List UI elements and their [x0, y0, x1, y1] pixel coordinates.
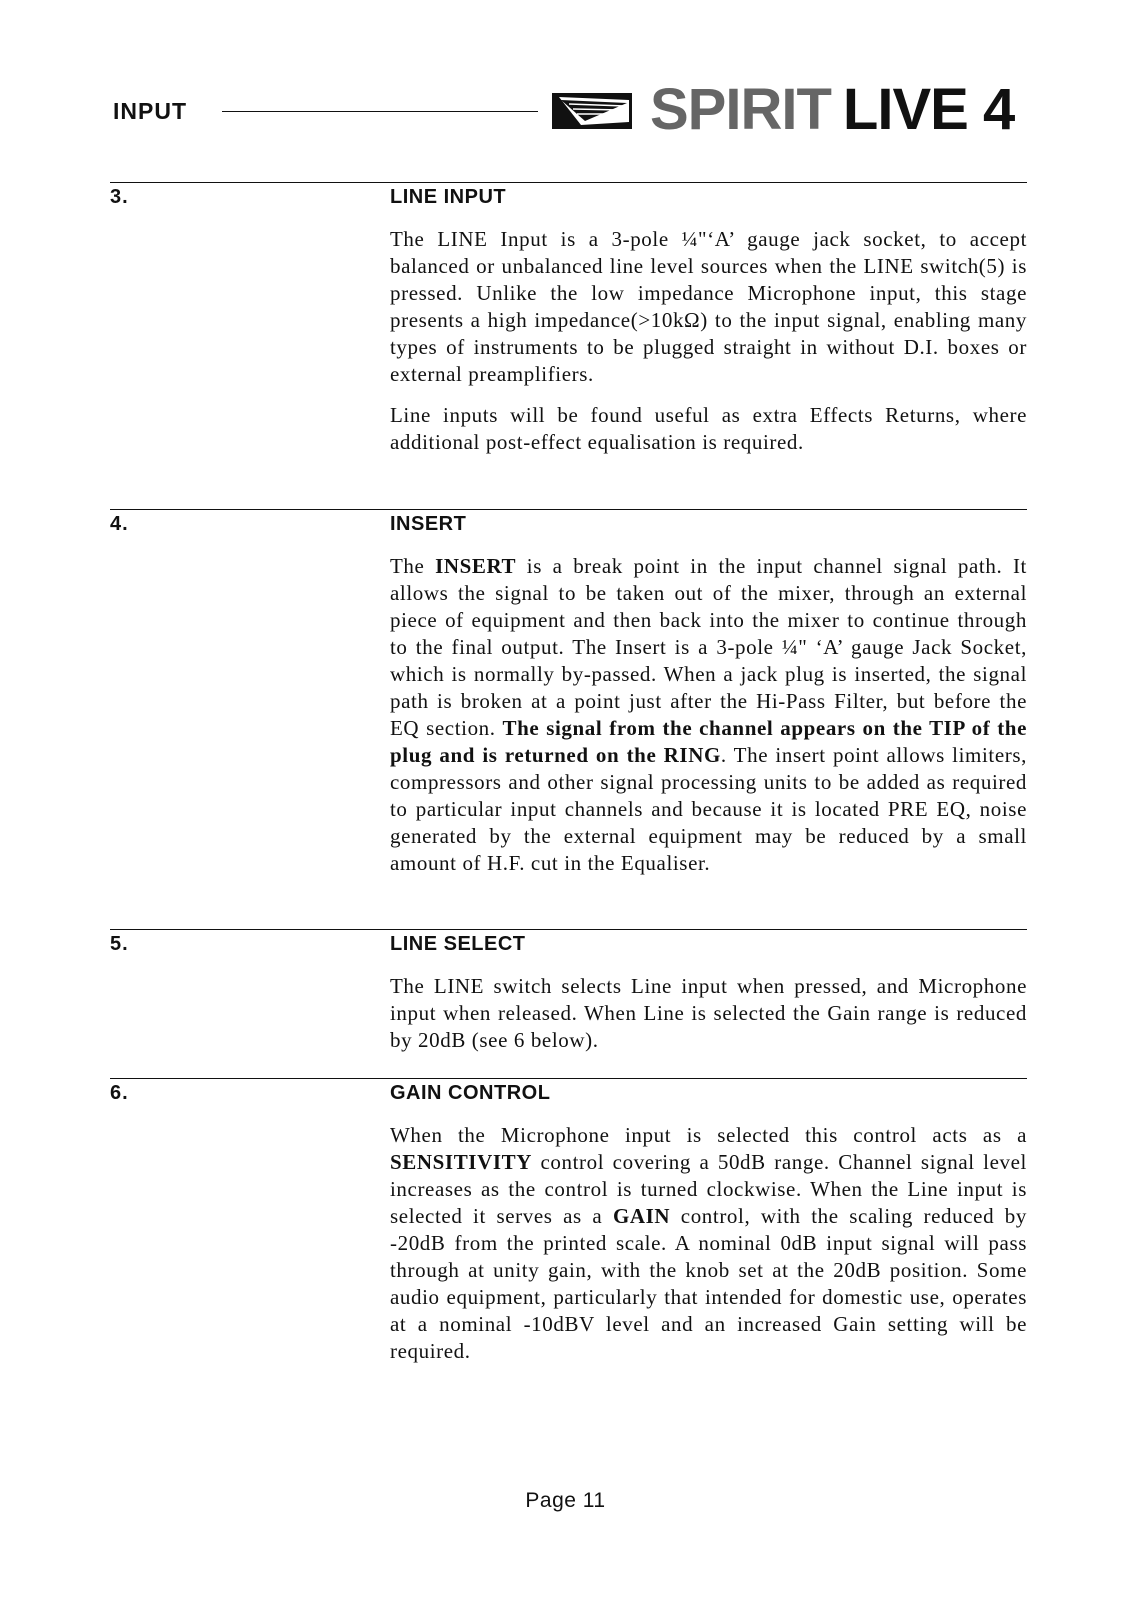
section-body: [390, 973, 1027, 1068]
section-number: 4.: [110, 513, 129, 535]
bold-term: GAIN: [612, 1204, 671, 1228]
body-paragraph: [390, 1122, 1027, 1365]
section-rule: [110, 509, 1027, 510]
body-paragraph: The LINE Input is a 3-pole ¼"‘A’ gauge jack socket, to accept balanced or unbalanced line level sources when the LINE switch(5) is pressed. Unlike the low impedance Microphone input, this stage presents a high impedance(>10kΩ) to the input signal, enabling many types of instruments to be plugged straight in without D.I. boxes or external preamplifiers.: [390, 227, 1027, 386]
section-number: 6.: [110, 1082, 129, 1104]
section-body: [390, 226, 1027, 470]
logo-brand: SPIRIT: [650, 77, 831, 142]
section-title: GAIN CONTROL: [390, 1082, 551, 1104]
text-run: . The insert point allows limiters, compressors and other signal processing units to be added as required to particular input channels and because it is located PRE EQ, noise generated by the external equipment may be reduced by a small amount of H.F. cut in the Equaliser.: [390, 743, 1027, 875]
body-paragraph: The LINE switch selects Line input when pressed, and Microphone input when released. When Line is selected the Gain range is reduced by 20dB (see 6 below).: [390, 974, 1027, 1052]
logo-model: LIVE 4: [842, 77, 1015, 142]
section-title: LINE SELECT: [390, 933, 526, 955]
section-heading: INPUT: [113, 98, 187, 124]
section-title: INSERT: [390, 513, 467, 535]
bold-term: SENSITIVITY: [390, 1150, 532, 1174]
section-rule: [110, 929, 1027, 930]
section-rule: [110, 182, 1027, 183]
text-run: control covering a 50dB range. Channel signal level increases as the control is turned clockwise. When the Line input is selected it serves as a: [390, 1150, 1027, 1228]
text-run: When the Microphone input is selected this control acts as a: [390, 1123, 1027, 1147]
section-body: [390, 1122, 1027, 1379]
section-body: [390, 553, 1027, 891]
section-rule: [110, 1078, 1027, 1079]
spirit-logo-icon: [551, 92, 633, 130]
spirit-live-4-logo: [650, 76, 1014, 144]
text-run: The: [390, 554, 436, 578]
page-number: Page 11: [525, 1489, 606, 1512]
section-number: 5.: [110, 933, 129, 955]
header-rule: [222, 111, 538, 112]
section-number: 3.: [110, 186, 129, 208]
bold-term: INSERT: [435, 554, 517, 578]
bold-statement: The signal from the channel appears on the TIP of the plug and is returned on the RING: [390, 716, 1027, 767]
text-run: control, with the scaling reduced by -20dB from the printed scale. A nominal 0dB input signal will pass through at unity gain, with the knob set at the 20dB position. Some audio equipment, particularly that intended for domestic use, operates at a nominal -10dBV level and an increased Gain setting will be required.: [390, 1204, 1027, 1363]
body-paragraph: [390, 553, 1027, 877]
section-title: LINE INPUT: [390, 186, 507, 208]
body-paragraph: Line inputs will be found useful as extra Effects Returns, where additional post-effect equalisation is required.: [390, 403, 1027, 454]
text-run: is a break point in the input channel signal path. It allows the signal to be taken out of the mixer, through an external piece of equipment and then back into the mixer to continue through to the final output. The Insert is a 3-pole ¼" ‘A’ gauge Jack Socket, which is normally by-passed. When a jack plug is inserted, the signal path is broken at a point just after the Hi-Pass Filter, but before the EQ section.: [390, 554, 1027, 740]
